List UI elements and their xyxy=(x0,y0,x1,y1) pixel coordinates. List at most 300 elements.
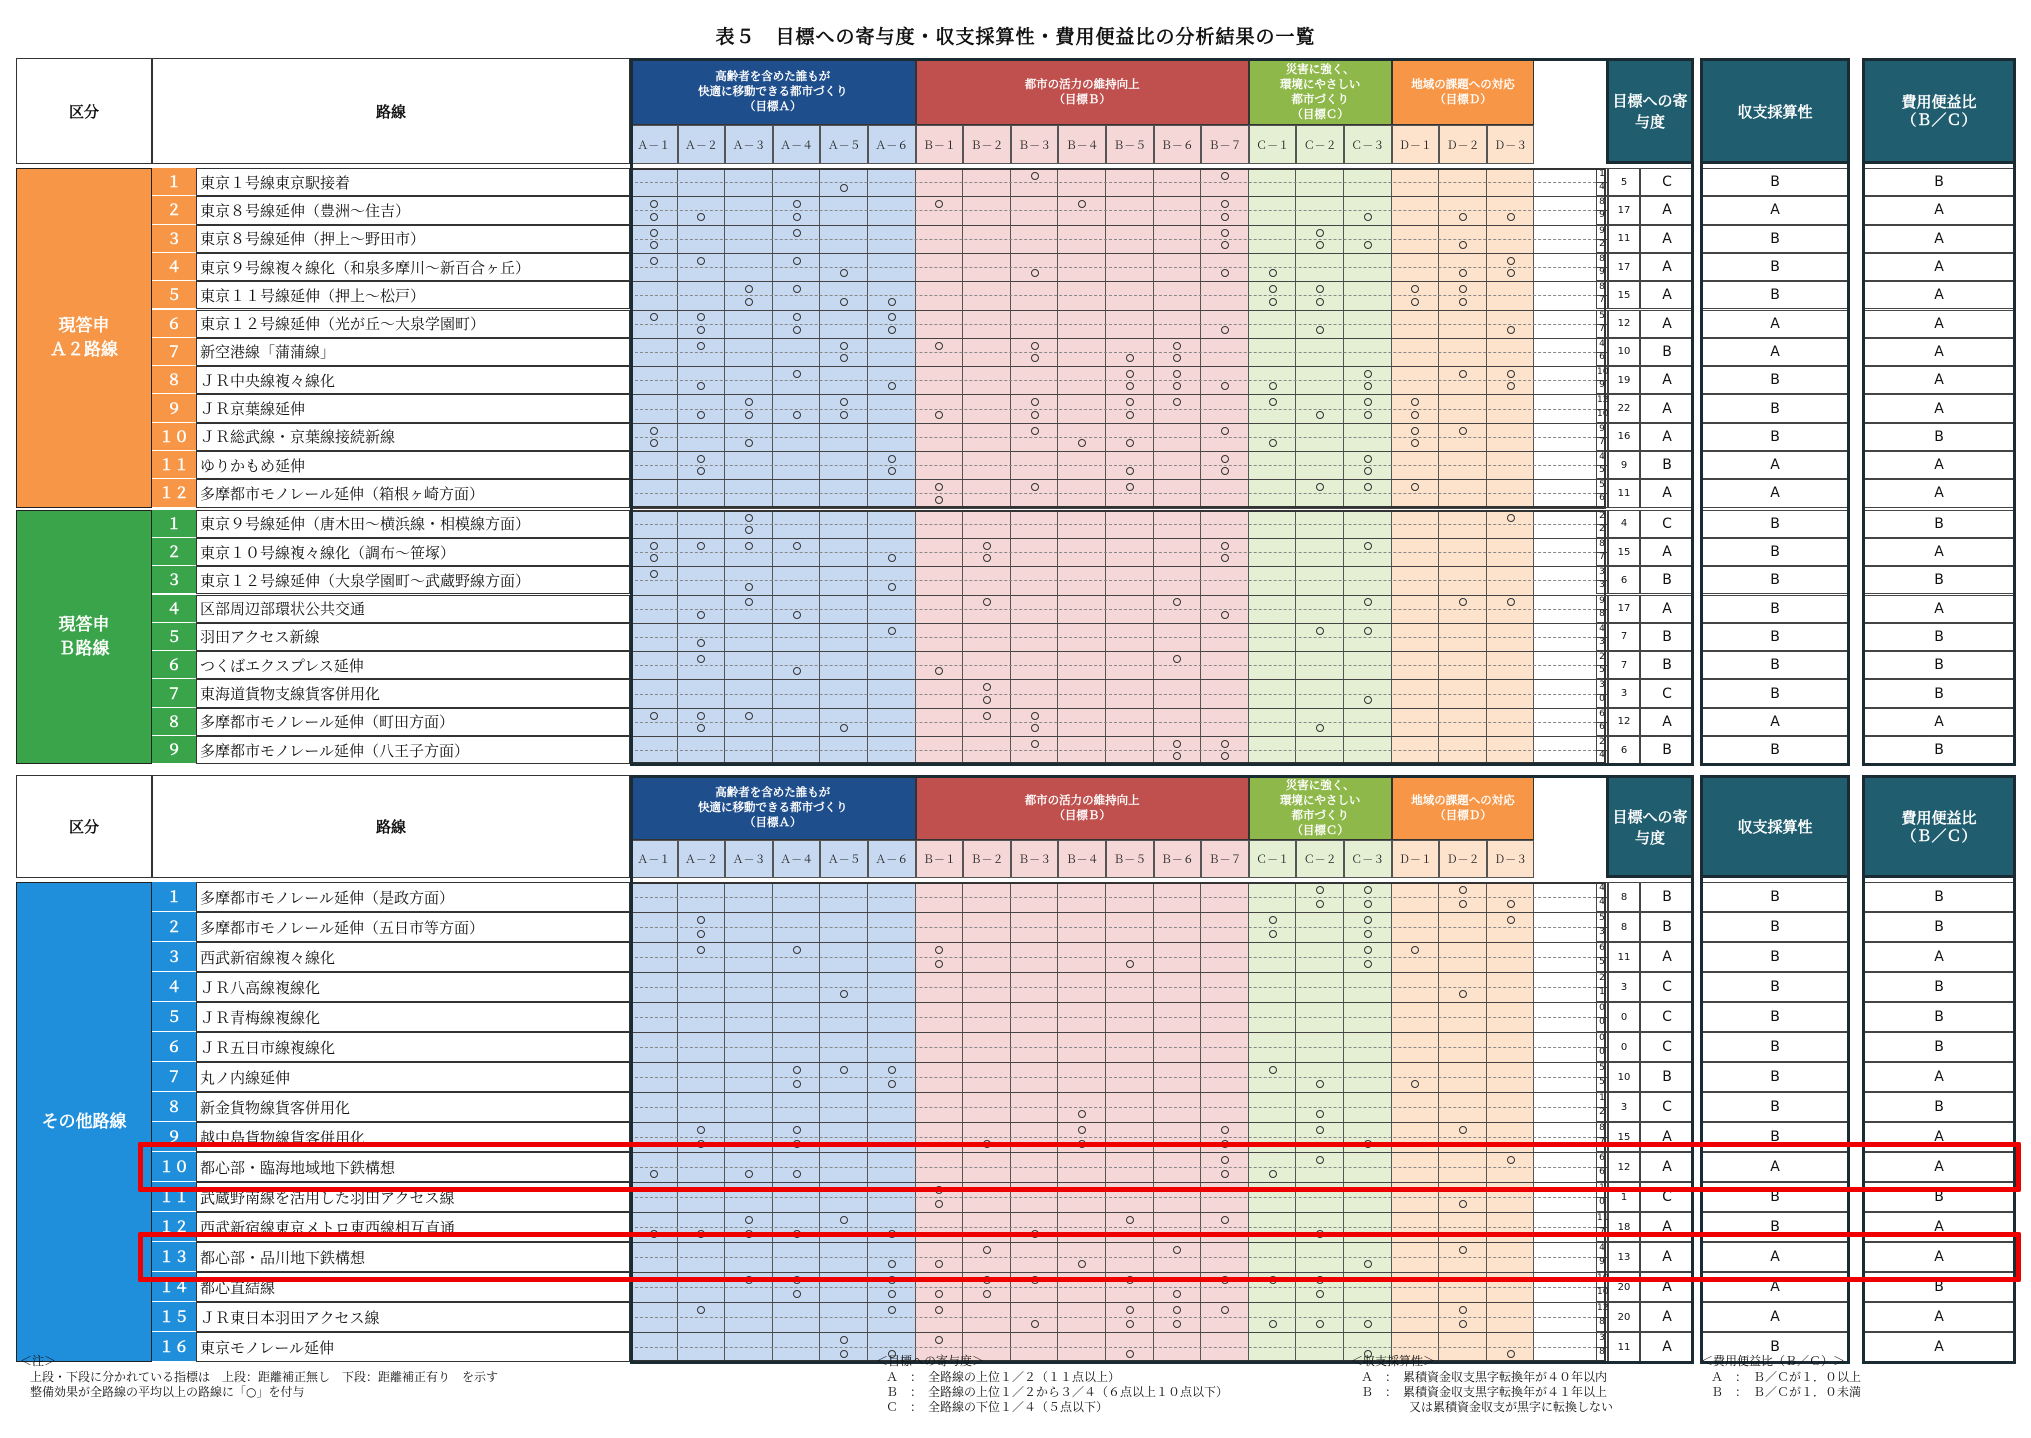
score-total: 17 xyxy=(1608,196,1640,224)
fraction-top: 1 xyxy=(1597,169,1607,183)
bc-grade: B xyxy=(1862,1002,2016,1032)
score-total: 17 xyxy=(1608,253,1640,281)
score-total: 12 xyxy=(1608,708,1640,736)
fraction-bottom: 9 xyxy=(1599,210,1605,221)
fraction-top: 0 xyxy=(1597,1003,1607,1018)
fraction-bottom: 6 xyxy=(1599,351,1605,362)
route-number: ８ xyxy=(152,708,196,736)
fraction-bottom: 7 xyxy=(1599,1227,1605,1237)
score-total: 20 xyxy=(1608,1302,1640,1332)
route-name: 多摩都市モノレール延伸（八王子方面） xyxy=(196,736,630,764)
fraction-bottom: 5 xyxy=(1599,665,1605,676)
fraction-top: 8 xyxy=(1597,254,1607,268)
contribution-header: 目標への寄与度 xyxy=(1606,58,1694,164)
category-header: 区分 xyxy=(16,775,152,878)
feasibility-grade: B xyxy=(1700,1062,1850,1092)
fraction-bottom: 7 xyxy=(1599,295,1605,306)
contribution-grade: C xyxy=(1640,1092,1694,1122)
fraction-bottom: 7 xyxy=(1599,1137,1605,1147)
score-total: 4 xyxy=(1608,510,1640,538)
bc-legend-a: Ａ ： Ｂ／Ｃが１．０以上 xyxy=(1711,1370,1862,1384)
contribution-grade: B xyxy=(1640,882,1694,912)
contribution-grade: A xyxy=(1640,1152,1694,1182)
bc-grade: A xyxy=(1862,451,2016,479)
contribution-grade: C xyxy=(1640,1182,1694,1212)
route-name: 多摩都市モノレール延伸（五日市等方面） xyxy=(196,912,630,942)
fraction-top: 2 xyxy=(1597,737,1607,751)
route-name: 東京１２号線延伸（大泉学園町～武蔵野線方面） xyxy=(196,566,630,594)
feasibility-grade: A xyxy=(1700,1152,1850,1182)
feasibility-grade: B xyxy=(1700,423,1850,451)
contribution-grade: B xyxy=(1640,566,1694,594)
route-number: ４ xyxy=(152,972,196,1002)
route-number: ５ xyxy=(152,623,196,651)
fraction-bottom: 3 xyxy=(1599,636,1605,647)
notes-head: ＜注＞ xyxy=(20,1354,57,1368)
fraction-bottom: 10 xyxy=(1597,1287,1609,1297)
route-name: 東京９号線複々線化（和泉多摩川～新百合ヶ丘） xyxy=(196,253,630,281)
route-name: 西武新宿線東京メトロ東西線相互直通 xyxy=(196,1212,630,1242)
contribution-grade: A xyxy=(1640,423,1694,451)
feas-legend-b-cont: 又は累積資金収支が黒字に転換しない xyxy=(1361,1400,1614,1414)
fraction-top: 8 xyxy=(1597,539,1607,553)
route-number: １０ xyxy=(152,423,196,451)
fraction-top: 11 xyxy=(1597,1213,1607,1228)
fraction-bottom: 2 xyxy=(1599,238,1605,249)
contribution-grade: A xyxy=(1640,253,1694,281)
contribution-grade: A xyxy=(1640,1242,1694,1272)
goal-subcolumn-header: Ａ－２ xyxy=(678,840,726,878)
contribution-grade: C xyxy=(1640,1032,1694,1062)
score-total: 11 xyxy=(1608,1332,1640,1362)
fraction-top: 9 xyxy=(1597,226,1607,240)
fraction-bottom: 0 xyxy=(1599,1197,1605,1207)
route-name: 越中島貨物線貨客併用化 xyxy=(196,1122,630,1152)
fraction-bottom: 6 xyxy=(1599,1167,1605,1177)
contribution-grade: B xyxy=(1640,1062,1694,1092)
contribution-grade: A xyxy=(1640,595,1694,623)
fraction-top: 5 xyxy=(1597,913,1607,928)
score-total: 7 xyxy=(1608,623,1640,651)
fraction-bottom: 8 xyxy=(1599,608,1605,619)
route-name: 多摩都市モノレール延伸（町田方面） xyxy=(196,708,630,736)
category-header: 区分 xyxy=(16,58,152,164)
route-name: 東京１号線東京駅接着 xyxy=(196,168,630,196)
fraction-top: 10 xyxy=(1597,1273,1607,1288)
feasibility-grade: A xyxy=(1700,196,1850,224)
bc-grade: A xyxy=(1862,595,2016,623)
goal-subcolumn-header: Ｂ－６ xyxy=(1154,840,1202,878)
route-name: 西武新宿線複々線化 xyxy=(196,942,630,972)
fraction-bottom: 4 xyxy=(1599,182,1605,193)
bc-grade: A xyxy=(1862,1122,2016,1152)
route-name: 都心部・品川地下鉄構想 xyxy=(196,1242,630,1272)
feasibility-grade: B xyxy=(1700,225,1850,253)
goal-subcolumn-header: Ｂ－３ xyxy=(1011,125,1059,164)
fraction-top: 2 xyxy=(1597,652,1607,666)
bc-grade: A xyxy=(1862,1152,2016,1182)
goal-subcolumn-header: Ｂ－１ xyxy=(916,125,964,164)
route-name: 東京９号線延伸（唐木田～横浜線・相模線方面） xyxy=(196,510,630,538)
feas-legend-head: ＜収支採算性＞ xyxy=(1351,1354,1436,1368)
bc-grade: B xyxy=(1862,566,2016,594)
feasibility-grade: B xyxy=(1700,253,1850,281)
fraction-top: 2 xyxy=(1597,511,1607,525)
route-number: １ xyxy=(152,882,196,912)
bc-grade: A xyxy=(1862,225,2016,253)
contribution-grade: A xyxy=(1640,225,1694,253)
bc-grade: A xyxy=(1862,1062,2016,1092)
fraction-bottom: 1 xyxy=(1599,987,1605,997)
goal-subcolumn-header: Ａ－６ xyxy=(868,840,916,878)
route-number: １６ xyxy=(152,1332,196,1362)
goal-group-header: 災害に強く、 環境にやさしい 都市づくり （目標Ｃ） xyxy=(1249,58,1392,125)
route-name: つくばエクスプレス延伸 xyxy=(196,651,630,679)
goal-subcolumn-header: Ｃ－２ xyxy=(1296,840,1344,878)
route-name: 羽田アクセス新線 xyxy=(196,623,630,651)
category-cell: 現答申 Ｂ路線 xyxy=(16,510,152,765)
goal-group-header: 都市の活力の維持向上 （目標Ｂ） xyxy=(916,58,1249,125)
score-total: 22 xyxy=(1608,394,1640,422)
route-name: 東京１１号線延伸（押上～松戸） xyxy=(196,281,630,309)
route-name: 多摩都市モノレール延伸（是政方面） xyxy=(196,882,630,912)
feasibility-grade: B xyxy=(1700,510,1850,538)
fraction-top: 4 xyxy=(1597,1243,1607,1258)
feasibility-grade: B xyxy=(1700,281,1850,309)
fraction-bottom: 5 xyxy=(1599,465,1605,476)
contribution-grade: C xyxy=(1640,168,1694,196)
fraction-bottom: 0 xyxy=(1599,1017,1605,1027)
score-total: 7 xyxy=(1608,651,1640,679)
contribution-grade: B xyxy=(1640,912,1694,942)
bc-grade: A xyxy=(1862,366,2016,394)
contribution-grade: A xyxy=(1640,1332,1694,1362)
fraction-bottom: 3 xyxy=(1599,580,1605,591)
route-name: ＪＲ五日市線複線化 xyxy=(196,1032,630,1062)
bc-grade: A xyxy=(1862,253,2016,281)
contribution-grade: B xyxy=(1640,338,1694,366)
goal-group-header: 地域の課題への対応 （目標Ｄ） xyxy=(1392,58,1535,125)
score-total: 20 xyxy=(1608,1272,1640,1302)
contribution-grade: B xyxy=(1640,451,1694,479)
contribution-grade: B xyxy=(1640,651,1694,679)
route-number: ６ xyxy=(152,651,196,679)
feasibility-grade: B xyxy=(1700,679,1850,707)
route-number: ７ xyxy=(152,338,196,366)
feas-legend-a: Ａ ： 累積資金収支黒字転換年が４０年以内 xyxy=(1361,1370,1608,1384)
route-number: １５ xyxy=(152,1302,196,1332)
goal-subcolumn-header: Ｂ－６ xyxy=(1154,125,1202,164)
feasibility-grade: A xyxy=(1700,338,1850,366)
goal-subcolumn-header: Ａ－１ xyxy=(630,840,678,878)
fraction-bottom: 8 xyxy=(1599,1317,1605,1327)
contribution-grade: B xyxy=(1640,623,1694,651)
goal-subcolumn-header: Ａ－４ xyxy=(773,840,821,878)
feasibility-grade: B xyxy=(1700,651,1850,679)
feas-legend-b: Ｂ ： 累積資金収支黒字転換年が４１年以上 xyxy=(1361,1385,1608,1399)
bc-grade: A xyxy=(1862,538,2016,566)
bc-header: 費用便益比 （Ｂ／Ｃ） xyxy=(1862,775,2016,878)
feasibility-grade: B xyxy=(1700,366,1850,394)
score-total: 11 xyxy=(1608,225,1640,253)
bc-grade: B xyxy=(1862,623,2016,651)
feasibility-grade: A xyxy=(1700,708,1850,736)
notes-line-1: 上段・下段に分かれている指標は 上段：距離補正無し 下段：距離補正有り を示す xyxy=(30,1370,499,1384)
goal-subcolumn-header: Ａ－５ xyxy=(820,125,868,164)
route-number: １０ xyxy=(152,1152,196,1182)
contribution-grade: A xyxy=(1640,708,1694,736)
score-total: 19 xyxy=(1608,366,1640,394)
fraction-top: 6 xyxy=(1597,709,1607,723)
route-number: １２ xyxy=(152,1212,196,1242)
route-name: 東京１２号線延伸（光が丘～大泉学園町） xyxy=(196,310,630,338)
fraction-bottom: 9 xyxy=(1599,380,1605,391)
feasibility-grade: B xyxy=(1700,1092,1850,1122)
route-header: 路線 xyxy=(152,775,630,878)
contrib-legend-b: Ｂ ： 全路線の上位１／２から３／４（６点以上１０点以下） xyxy=(886,1385,1229,1399)
route-number: ３ xyxy=(152,942,196,972)
route-name: ＪＲ八高線複線化 xyxy=(196,972,630,1002)
feasibility-grade: B xyxy=(1700,1002,1850,1032)
feasibility-grade: B xyxy=(1700,168,1850,196)
route-name: 都心部・臨海地域地下鉄構想 xyxy=(196,1152,630,1182)
route-number: ５ xyxy=(152,281,196,309)
page-title: 表５ 目標への寄与度・収支採算性・費用便益比の分析結果の一覧 xyxy=(715,26,1316,48)
fraction-top: 12 xyxy=(1597,1303,1607,1318)
goal-subcolumn-header: Ｃ－３ xyxy=(1344,840,1392,878)
route-number: ４ xyxy=(152,595,196,623)
feasibility-grade: A xyxy=(1700,479,1850,507)
route-name: 新金貨物線貨客併用化 xyxy=(196,1092,630,1122)
fraction-bottom: 4 xyxy=(1599,750,1605,761)
route-header: 路線 xyxy=(152,58,630,164)
feasibility-grade: B xyxy=(1700,942,1850,972)
fraction-top: 4 xyxy=(1597,339,1607,353)
route-name: ＪＲ青梅線複線化 xyxy=(196,1002,630,1032)
bc-grade: A xyxy=(1862,394,2016,422)
route-number: ２ xyxy=(152,538,196,566)
score-total: 3 xyxy=(1608,972,1640,1002)
goal-subcolumn-header: Ａ－３ xyxy=(725,840,773,878)
score-total: 15 xyxy=(1608,538,1640,566)
route-number: ９ xyxy=(152,1122,196,1152)
fraction-top: 3 xyxy=(1597,1333,1607,1348)
goal-group-header: 高齢者を含めた誰もが 快適に移動できる都市づくり （目標Ａ） xyxy=(630,775,916,840)
bc-header: 費用便益比 （Ｂ／Ｃ） xyxy=(1862,58,2016,164)
goal-group-header: 都市の活力の維持向上 （目標Ｂ） xyxy=(916,775,1249,840)
fraction-bottom: 0 xyxy=(1599,1047,1605,1057)
fraction-bottom: 7 xyxy=(1599,552,1605,563)
feasibility-header: 収支採算性 xyxy=(1700,775,1850,878)
route-number: １２ xyxy=(152,479,196,507)
score-total: 15 xyxy=(1608,281,1640,309)
route-number: １１ xyxy=(152,451,196,479)
feasibility-header: 収支採算性 xyxy=(1700,58,1850,164)
fraction-top: 6 xyxy=(1597,1153,1607,1168)
bc-grade: A xyxy=(1862,708,2016,736)
goal-subcolumn-header: Ｃ－１ xyxy=(1249,125,1297,164)
score-total: 5 xyxy=(1608,168,1640,196)
goal-group-header: 災害に強く、 環境にやさしい 都市づくり （目標Ｃ） xyxy=(1249,775,1392,840)
score-total: 17 xyxy=(1608,595,1640,623)
route-name: ＪＲ東日本羽田アクセス線 xyxy=(196,1302,630,1332)
route-number: ３ xyxy=(152,566,196,594)
contribution-grade: A xyxy=(1640,196,1694,224)
score-total: 0 xyxy=(1608,1032,1640,1062)
feasibility-grade: A xyxy=(1700,451,1850,479)
feasibility-grade: B xyxy=(1700,538,1850,566)
feasibility-grade: B xyxy=(1700,1182,1850,1212)
route-name: ＪＲ総武線・京葉線接続新線 xyxy=(196,423,630,451)
goal-subcolumn-header: Ｄ－２ xyxy=(1439,840,1487,878)
score-total: 0 xyxy=(1608,1002,1640,1032)
route-number: ８ xyxy=(152,1092,196,1122)
feasibility-grade: B xyxy=(1700,1032,1850,1062)
score-total: 3 xyxy=(1608,1092,1640,1122)
fraction-top: 9 xyxy=(1597,596,1607,610)
score-total: 12 xyxy=(1608,310,1640,338)
score-total: 11 xyxy=(1608,479,1640,507)
fraction-top: 5 xyxy=(1597,480,1607,494)
feasibility-grade: B xyxy=(1700,912,1850,942)
contribution-grade: A xyxy=(1640,1302,1694,1332)
route-number: ８ xyxy=(152,366,196,394)
route-name: ゆりかもめ延伸 xyxy=(196,451,630,479)
contribution-grade: A xyxy=(1640,1212,1694,1242)
score-total: 12 xyxy=(1608,1152,1640,1182)
goal-subcolumn-header: Ｂ－７ xyxy=(1201,125,1249,164)
goal-subcolumn-header: Ｃ－３ xyxy=(1344,125,1392,164)
goal-subcolumn-header: Ｄ－３ xyxy=(1487,125,1535,164)
fraction-bottom: 3 xyxy=(1599,927,1605,937)
fraction-top: 3 xyxy=(1597,567,1607,581)
fraction-top: 5 xyxy=(1597,1063,1607,1078)
contribution-grade: C xyxy=(1640,510,1694,538)
goal-subcolumn-header: Ｄ－１ xyxy=(1392,125,1440,164)
goal-subcolumn-header: Ｂ－５ xyxy=(1106,840,1154,878)
fraction-top: 1 xyxy=(1597,1093,1607,1108)
fraction-bottom: 2 xyxy=(1599,523,1605,534)
feasibility-grade: A xyxy=(1700,1302,1850,1332)
goal-subcolumn-header: Ｂ－２ xyxy=(963,125,1011,164)
fraction-top: 8 xyxy=(1597,197,1607,211)
notes xyxy=(16,1354,2026,1436)
fraction-top: 5 xyxy=(1597,311,1607,325)
bc-frame xyxy=(1862,58,2016,766)
feasibility-grade: A xyxy=(1700,1272,1850,1302)
goal-group-header: 高齢者を含めた誰もが 快適に移動できる都市づくり （目標Ａ） xyxy=(630,58,916,125)
route-number: １ xyxy=(152,510,196,538)
score-total: 3 xyxy=(1608,679,1640,707)
fraction-top: 9 xyxy=(1597,424,1607,438)
bc-grade: B xyxy=(1862,168,2016,196)
feasibility-grade: B xyxy=(1700,1332,1850,1362)
score-total: 6 xyxy=(1608,736,1640,764)
contribution-header: 目標への寄与度 xyxy=(1606,775,1694,878)
score-total: 6 xyxy=(1608,566,1640,594)
feasibility-grade: A xyxy=(1700,310,1850,338)
contribution-grade: A xyxy=(1640,310,1694,338)
route-number: ４ xyxy=(152,253,196,281)
fraction-top: 8 xyxy=(1597,282,1607,296)
fraction-bottom: 7 xyxy=(1599,436,1605,447)
route-name: 東京１０号線複々線化（調布～笹塚） xyxy=(196,538,630,566)
route-number: １１ xyxy=(152,1182,196,1212)
route-number: １ xyxy=(152,168,196,196)
feasibility-grade: B xyxy=(1700,1122,1850,1152)
route-name: 新空港線「蒲蒲線」 xyxy=(196,338,630,366)
route-number: ７ xyxy=(152,679,196,707)
score-total: 10 xyxy=(1608,1062,1640,1092)
route-name: 都心直結線 xyxy=(196,1272,630,1302)
goal-subcolumn-header: Ｂ－５ xyxy=(1106,125,1154,164)
contribution-grade: A xyxy=(1640,942,1694,972)
feasibility-grade: A xyxy=(1700,1242,1850,1272)
route-name: 多摩都市モノレール延伸（箱根ヶ崎方面） xyxy=(196,479,630,507)
goal-subcolumn-header: Ｂ－３ xyxy=(1011,840,1059,878)
feasibility-grade: B xyxy=(1700,972,1850,1002)
fraction-top: 6 xyxy=(1597,943,1607,958)
goal-table-frame xyxy=(630,58,1694,766)
bc-grade: B xyxy=(1862,912,2016,942)
goal-subcolumn-header: Ｂ－４ xyxy=(1058,840,1106,878)
contrib-legend-a: Ａ ： 全路線の上位１／２（１１点以上） xyxy=(886,1370,1121,1384)
bc-grade: A xyxy=(1862,1212,2016,1242)
fraction-top: 10 xyxy=(1597,367,1607,381)
goal-subcolumn-header: Ａ－６ xyxy=(868,125,916,164)
goal-subcolumn-header: Ｃ－２ xyxy=(1296,125,1344,164)
goal-subcolumn-header: Ｂ－１ xyxy=(916,840,964,878)
goal-subcolumn-header: Ａ－３ xyxy=(725,125,773,164)
fraction-bottom: 6 xyxy=(1599,721,1605,732)
fraction-top: 1 xyxy=(1597,1183,1607,1198)
contribution-grade: A xyxy=(1640,538,1694,566)
bc-grade: A xyxy=(1862,196,2016,224)
fraction-bottom: 6 xyxy=(1599,493,1605,504)
goal-subcolumn-header: Ａ－２ xyxy=(678,125,726,164)
feasibility-grade: B xyxy=(1700,566,1850,594)
contribution-grade: C xyxy=(1640,1002,1694,1032)
feasibility-grade: B xyxy=(1700,882,1850,912)
fraction-bottom: 9 xyxy=(1599,267,1605,278)
route-name: ＪＲ中央線複々線化 xyxy=(196,366,630,394)
feasibility-grade: B xyxy=(1700,394,1850,422)
route-number: ５ xyxy=(152,1002,196,1032)
score-total: 1 xyxy=(1608,1182,1640,1212)
bc-grade: A xyxy=(1862,1332,2016,1362)
route-number: ３ xyxy=(152,225,196,253)
score-total: 8 xyxy=(1608,912,1640,942)
fraction-bottom: 4 xyxy=(1599,897,1605,907)
route-name: 武蔵野南線を活用した羽田アクセス線 xyxy=(196,1182,630,1212)
bc-grade: A xyxy=(1862,479,2016,507)
fraction-bottom: 2 xyxy=(1599,1107,1605,1117)
bc-grade: A xyxy=(1862,942,2016,972)
notes-line-2: 整備効果が全路線の平均以上の路線に「○」を付与 xyxy=(30,1385,305,1399)
bc-grade: A xyxy=(1862,338,2016,366)
fraction-bottom: 8 xyxy=(1599,1347,1605,1357)
score-total: 15 xyxy=(1608,1122,1640,1152)
route-number: ６ xyxy=(152,310,196,338)
fraction-bottom: 7 xyxy=(1599,323,1605,334)
category-cell: 現答申 Ａ２路線 xyxy=(16,168,152,508)
bc-grade: B xyxy=(1862,1182,2016,1212)
route-name: 東京モノレール延伸 xyxy=(196,1332,630,1362)
route-name: 東海道貨物支線貨客併用化 xyxy=(196,679,630,707)
route-number: ９ xyxy=(152,394,196,422)
contribution-grade: A xyxy=(1640,281,1694,309)
goal-subcolumn-header: Ａ－４ xyxy=(773,125,821,164)
